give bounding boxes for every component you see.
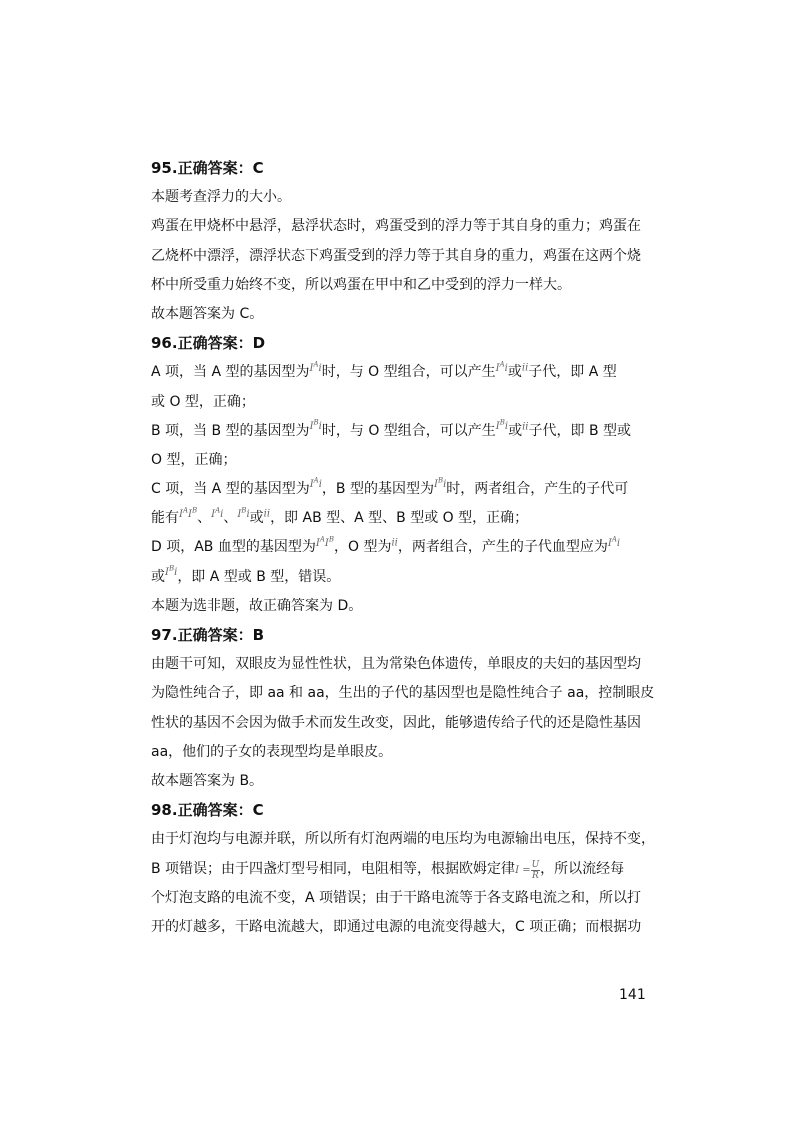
text-span: C 项，当 A 型的基因型为 — [151, 481, 310, 498]
text-span: ，B 型的基因型为 — [321, 481, 434, 498]
q95-line-5: 故本题答案为 C。 — [151, 305, 264, 322]
q97-line-2: 为隐性纯合子，即 aa 和 aa，生出的子代的基因型也是隐性纯合子 aa，控制眼皮 — [151, 685, 655, 702]
q97-line-4: aa，他们的子女的表现型均是单眼皮。 — [151, 743, 393, 760]
genotype-formula: IAIB — [315, 535, 334, 549]
text-span: B 项错误；由于四盏灯型号相同，电阻相等，根据欧姆定律 — [151, 860, 516, 877]
text-span: ，即 AB 型、A 型、B 型或 O 型，正确； — [270, 510, 529, 527]
page-number: 141 — [619, 987, 646, 1003]
q98-line-1: 由于灯泡均与电源并联，所以所有灯泡两端的电压均为电源输出电压，保持不变， — [151, 831, 655, 848]
text-span: A 项，当 A 型的基因型为 — [151, 364, 310, 381]
q96-d-line-2 — [151, 563, 651, 592]
genotype-formula: IBi — [433, 477, 447, 491]
text-span: 子代，即 A 型 — [528, 364, 617, 381]
text-span: ，两者组合，产生的子代血型应为 — [397, 539, 608, 556]
q97-line-1: 由题干可知，双眼皮为显性性状，且为常染色体遗传，单眼皮的夫妇的基因型均 — [151, 656, 641, 673]
genotype-formula: IAi — [309, 477, 322, 491]
q97-title: 97.正确答案：B — [151, 626, 265, 644]
text-span: 或 — [151, 568, 165, 585]
text-span: 子代，即 B 型或 — [528, 422, 632, 439]
q96-conclusion: 本题为选非题，故正确答案为 D。 — [151, 597, 363, 614]
genotype-formula: IAi — [211, 506, 224, 520]
q96-a-line-2: 或 O 型，正确； — [151, 393, 255, 410]
genotype-formula: IBi — [237, 506, 250, 520]
q95-line-4: 杯中所受重力始终不变，所以鸡蛋在甲中和乙中受到的浮力一样大。 — [151, 276, 571, 293]
q96-c-line-1 — [151, 475, 651, 504]
q97-line-3: 性状的基因不会因为做手术而发生改变，因此，能够遗传给子代的还是隐性基因 — [151, 714, 641, 731]
document-body — [151, 154, 655, 942]
text-span: 能有 — [151, 510, 179, 527]
genotype-formula: IBi — [165, 564, 178, 578]
text-span: D 项，AB 血型的基因型为 — [151, 539, 316, 556]
text-span: 时，两者组合，产生的子代可 — [446, 481, 629, 498]
genotype-formula: IBi — [495, 418, 509, 433]
q95-line-3: 乙烧杯中漂浮，漂浮状态下鸡蛋受到的浮力等于其自身的重力，鸡蛋在这两个烧 — [151, 247, 641, 264]
genotype-formula: IAi — [309, 360, 322, 374]
genotype-formula: IAIB — [179, 506, 198, 520]
text-span: 、 — [223, 510, 238, 527]
genotype-formula: IAi — [495, 360, 508, 374]
text-span: 或 — [508, 422, 523, 439]
text-span: 或 — [249, 510, 264, 527]
genotype-formula: ii — [521, 362, 529, 374]
q95-line-2: 鸡蛋在甲烧杯中悬浮，悬浮状态时，鸡蛋受到的浮力等于其自身的重力；鸡蛋在 — [151, 218, 641, 235]
q97-line-5: 故本题答案为 B。 — [151, 772, 264, 789]
text-span: ，所以流经每 — [540, 860, 625, 877]
genotype-formula: ii — [391, 537, 398, 549]
q98-line-3: 个灯泡支路的电流不变，A 项错误；由于干路电流等于各支路电流之和，所以打 — [151, 889, 642, 906]
q96-b-line-2: O 型，正确； — [151, 451, 237, 468]
q96-title: 96.正确答案：D — [151, 334, 266, 353]
q96-d-line-1 — [151, 533, 651, 562]
q98-line-4: 开的灯越多，干路电流越大，即通过电源的电流变得越大，C 项正确；而根据功 — [151, 918, 642, 935]
genotype-formula: ii — [263, 508, 271, 520]
genotype-formula: IBi — [309, 418, 322, 433]
text-span: 或 — [507, 364, 522, 381]
text-span: 时，与 O 型组合，可以产生 — [321, 364, 496, 381]
text-span: 时，与 O 型组合，可以产生 — [321, 422, 496, 439]
q95-line-1: 本题考查浮力的大小。 — [151, 189, 291, 206]
text-span: B 项，当 B 型的基因型为 — [151, 422, 310, 439]
q98-title: 98.正确答案：C — [151, 801, 264, 820]
text-span: ，O 型为 — [334, 539, 392, 556]
q98-line-2 — [151, 855, 651, 884]
q96-a-line-1 — [151, 358, 651, 387]
text-span: 、 — [197, 510, 212, 527]
genotype-formula: IAi — [607, 535, 621, 549]
q96-c-line-2 — [151, 504, 651, 533]
ohms-law-formula: I = $\frac{U}{R}$ — [515, 859, 540, 881]
text-span: ，即 A 型或 B 型，错误。 — [177, 568, 341, 585]
genotype-formula: ii — [522, 421, 529, 433]
q96-b-line-1 — [151, 417, 651, 446]
q95-title: 95.正确答案：C — [151, 159, 264, 177]
